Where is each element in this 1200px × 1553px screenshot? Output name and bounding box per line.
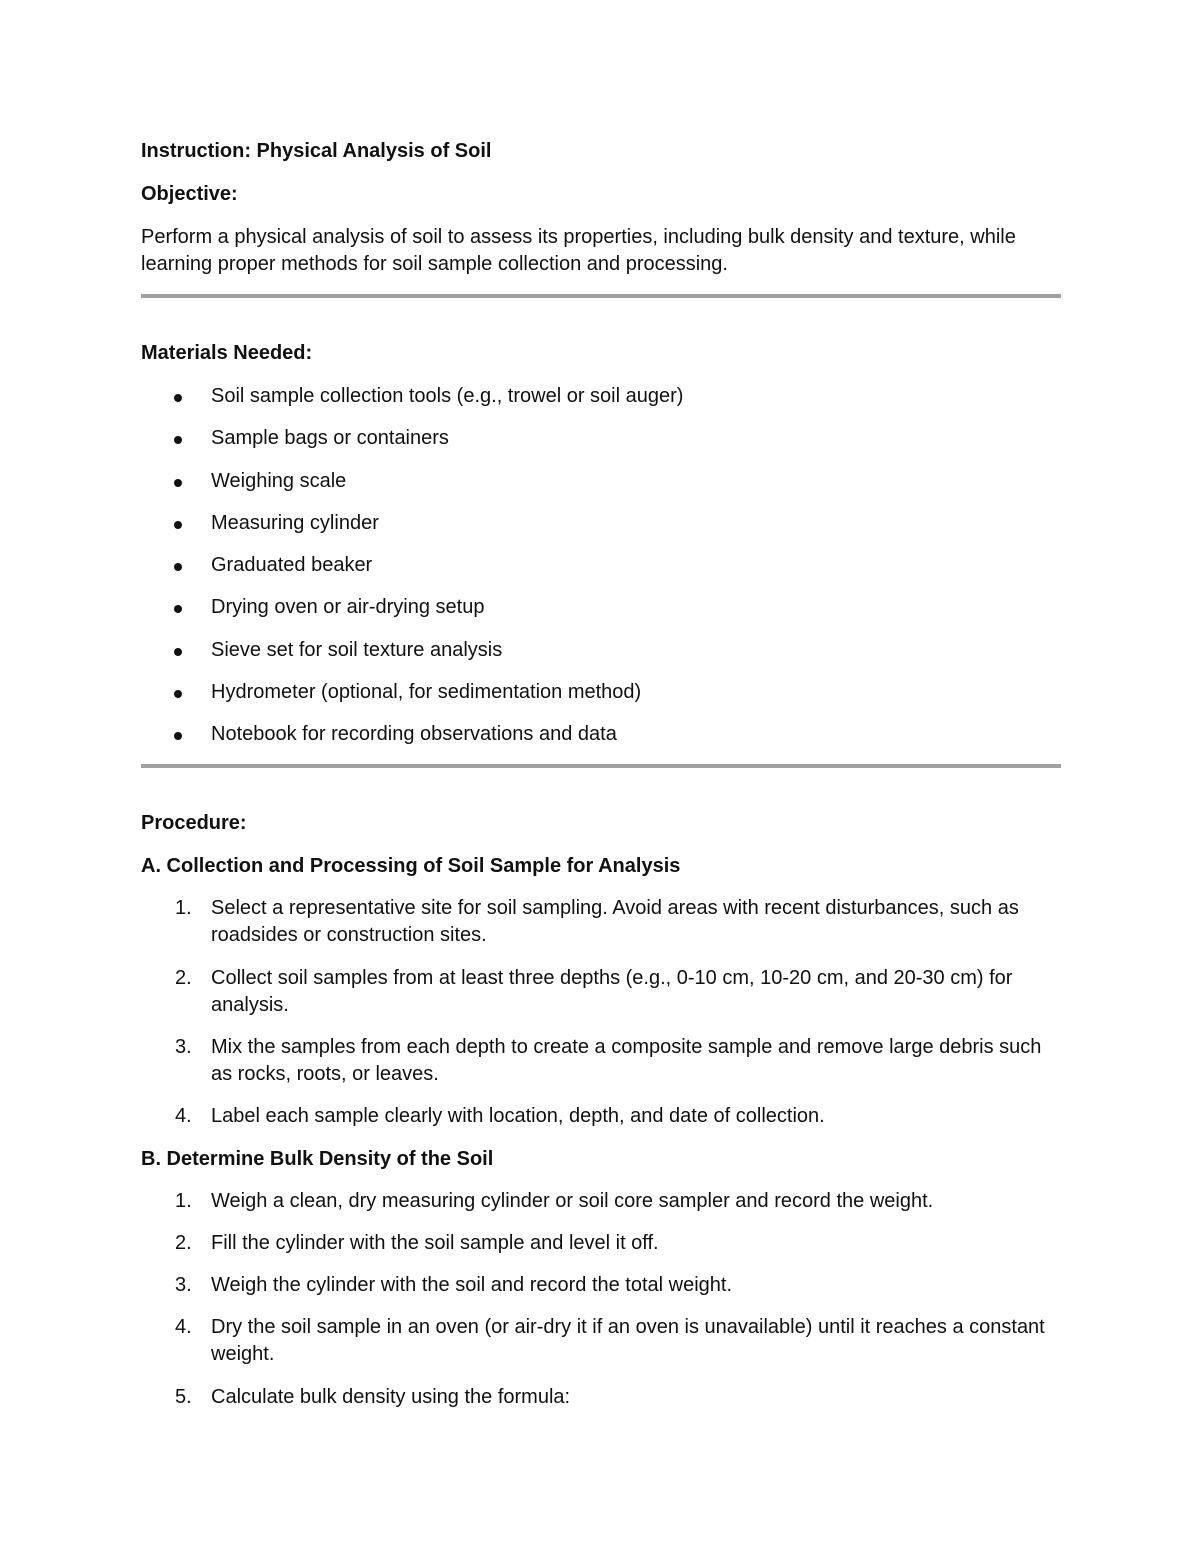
step-number: 1.: [175, 897, 192, 920]
bullet-icon: [174, 690, 182, 698]
section-a-steps: [141, 895, 1061, 1130]
bullet-icon: [174, 732, 182, 740]
list-item: [141, 721, 1061, 748]
step-text: Mix the samples from each depth to create a composite sample and remove large debris such as rocks, roots, or leaves.: [211, 1035, 1042, 1085]
step-text: Fill the cylinder with the soil sample and level it off.: [211, 1231, 659, 1254]
step-text: Weigh the cylinder with the soil and record the total weight.: [211, 1274, 733, 1297]
step-number: 2.: [175, 1231, 192, 1254]
procedure-heading: Procedure:: [141, 812, 247, 835]
materials-heading: Materials Needed:: [141, 342, 313, 364]
list-item: [141, 1230, 1061, 1257]
material-item-text: Notebook for recording observations and data: [211, 723, 617, 746]
step-number: 5.: [175, 1385, 192, 1408]
step-number: 2.: [175, 966, 192, 989]
step-text: Dry the soil sample in an oven (or air-dry it if an oven is unavailable) until it reaches a constant weight.: [211, 1316, 1045, 1366]
material-item-text: Sieve set for soil texture analysis: [211, 638, 503, 661]
section-divider: [141, 764, 1061, 768]
step-text: Select a representative site for soil sampling. Avoid areas with recent disturbances, such as roadsides or construction sites.: [211, 897, 1019, 947]
document-title: Instruction: Physical Analysis of Soil: [141, 140, 492, 162]
list-item: [141, 1103, 1061, 1130]
step-number: 4.: [175, 1105, 192, 1128]
list-item: [141, 468, 1061, 495]
material-item-text: Measuring cylinder: [211, 511, 379, 534]
material-item-text: Graduated beaker: [211, 554, 373, 577]
list-item: [141, 1314, 1061, 1368]
list-item: [141, 1188, 1061, 1215]
step-text: Label each sample clearly with location, depth, and date of collection.: [211, 1105, 825, 1128]
material-item-text: Hydrometer (optional, for sedimentation method): [211, 681, 642, 704]
section-divider: [141, 294, 1061, 298]
section-b-steps: [141, 1188, 1061, 1411]
list-item: [141, 552, 1061, 579]
objective-text: Perform a physical analysis of soil to assess its properties, including bulk density and texture, while learning proper methods for soil sample collection and processing.: [141, 226, 1016, 275]
section-b-heading: B. Determine Bulk Density of the Soil: [141, 1147, 494, 1170]
step-text: Weigh a clean, dry measuring cylinder or soil core sampler and record the weight.: [211, 1189, 934, 1212]
step-text: Collect soil samples from at least three depths (e.g., 0-10 cm, 10-20 cm, and 20-30 cm) for analysis.: [211, 966, 1013, 1016]
section-a-heading: A. Collection and Processing of Soil Sample for Analysis: [141, 855, 681, 878]
list-item: [141, 425, 1061, 452]
list-item: [141, 679, 1061, 706]
material-item-text: Drying oven or air-drying setup: [211, 596, 485, 619]
bullet-icon: [174, 436, 182, 444]
bullet-icon: [174, 648, 182, 656]
bullet-icon: [174, 563, 182, 571]
step-number: 3.: [175, 1035, 192, 1058]
material-item-text: Soil sample collection tools (e.g., trowel or soil auger): [211, 385, 684, 407]
step-number: 4.: [175, 1316, 192, 1339]
materials-list: [141, 383, 1061, 748]
list-item: [141, 1272, 1061, 1299]
step-text: Calculate bulk density using the formula:: [211, 1385, 571, 1408]
step-number: 1.: [175, 1189, 192, 1212]
list-item: [141, 965, 1061, 1019]
bullet-icon: [174, 394, 182, 402]
list-item: [141, 383, 1061, 410]
list-item: [141, 594, 1061, 621]
bullet-icon: [174, 521, 182, 529]
list-item: [141, 1034, 1061, 1088]
list-item: [141, 1384, 1061, 1411]
list-item: [141, 895, 1061, 949]
bullet-icon: [174, 605, 182, 613]
objective-heading: Objective:: [141, 183, 238, 205]
material-item-text: Weighing scale: [211, 469, 347, 492]
list-item: [141, 510, 1061, 537]
bullet-icon: [174, 479, 182, 487]
step-number: 3.: [175, 1274, 192, 1297]
list-item: [141, 637, 1061, 664]
document-page: [141, 138, 1061, 1426]
material-item-text: Sample bags or containers: [211, 427, 449, 450]
